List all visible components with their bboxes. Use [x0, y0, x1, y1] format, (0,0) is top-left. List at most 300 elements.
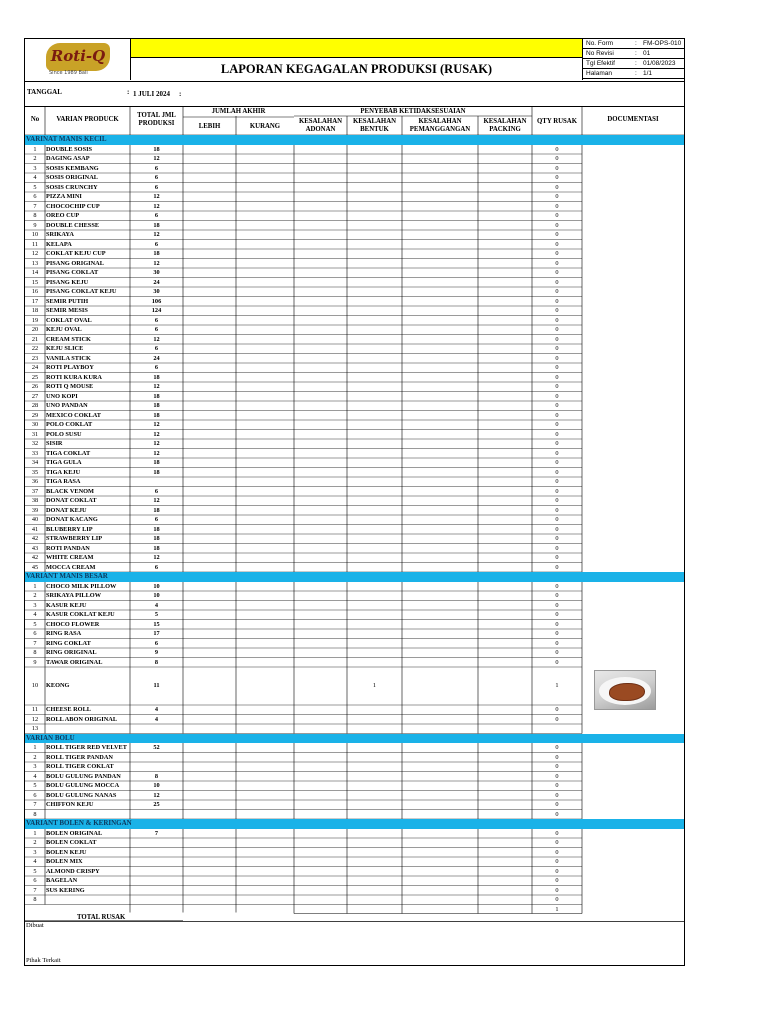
row-product-name: TAWAR ORIGINAL	[46, 658, 103, 666]
row-qty-rusak: 0	[555, 782, 559, 789]
row-number: 21	[31, 335, 39, 343]
row-total-produksi: 18	[153, 145, 160, 153]
row-product-name: SOSIS ORIGINAL	[46, 174, 98, 181]
row-product-name: STRAWBERRY LIP	[46, 535, 103, 542]
row-qty-rusak: 0	[555, 715, 559, 723]
row-kesalahan-bentuk: 1	[372, 682, 377, 690]
footer-dibuat: Dibuat	[26, 922, 44, 929]
row-total-produksi: 4	[154, 706, 159, 713]
row-qty-rusak: 0	[555, 877, 559, 884]
row-product-name: CREAM STICK	[46, 335, 91, 343]
row-number: 4	[33, 858, 37, 865]
row-qty-rusak: 0	[555, 269, 559, 276]
row-number: 6	[33, 791, 37, 799]
row-qty-rusak: 0	[555, 867, 559, 875]
row-number: 4	[33, 174, 37, 181]
row-total-produksi: 18	[153, 468, 160, 476]
tanggal-colon-trailing: :	[179, 90, 182, 98]
row-qty-rusak: 0	[555, 212, 559, 219]
row-number: 43	[31, 544, 39, 552]
row-total-produksi: 17	[153, 630, 160, 637]
row-qty-rusak: 0	[555, 563, 559, 571]
row-qty-rusak: 0	[555, 753, 559, 761]
row-number: 25	[31, 373, 39, 381]
row-qty-rusak: 0	[555, 449, 559, 457]
row-qty-rusak: 0	[555, 848, 559, 856]
row-number: 13	[31, 259, 39, 267]
row-product-name: MOCCA CREAM	[46, 563, 96, 571]
report-table	[25, 39, 686, 967]
row-number: 37	[31, 487, 39, 495]
row-number: 7	[33, 886, 37, 894]
row-qty-rusak: 0	[555, 554, 559, 561]
row-number: 15	[31, 278, 39, 286]
row-number: 2	[33, 155, 37, 162]
row-number: 6	[33, 193, 37, 200]
row-total-produksi: 12	[153, 259, 160, 267]
row-number: 45	[31, 563, 39, 571]
row-total-produksi: 6	[154, 316, 159, 324]
row-product-name: BLACK VENOM	[46, 487, 94, 495]
row-number: 8	[33, 212, 37, 219]
row-product-name: KASUR COKLAT KEJU	[46, 611, 115, 618]
row-product-name: CHEESE ROLL	[46, 706, 91, 713]
row-qty-rusak: 0	[555, 810, 559, 818]
row-number: 1	[33, 145, 37, 153]
row-total-produksi: 6	[154, 563, 159, 571]
row-number: 31	[31, 430, 39, 438]
row-qty-rusak: 0	[555, 601, 559, 609]
row-number: 40	[31, 516, 39, 523]
row-product-name: BOLEN KEJU	[46, 848, 87, 856]
row-number: 2	[33, 592, 37, 599]
section-header	[25, 819, 684, 829]
tanggal-colon: :	[127, 88, 130, 96]
row-qty-rusak: 0	[555, 383, 559, 390]
col-header-penyebab: PENYEBAB KETIDAKSESUAIAN	[360, 108, 466, 115]
row-number: 42	[31, 535, 39, 542]
row-qty-rusak: 0	[555, 649, 559, 656]
row-product-name: MEXICO COKLAT	[46, 411, 101, 419]
row-product-name: PIZZA MINI	[46, 193, 82, 200]
row-number: 9	[33, 221, 37, 229]
documentation-photo[interactable]	[594, 670, 656, 710]
row-product-name: BAGELAN	[46, 877, 78, 884]
form-info-colon: :	[635, 50, 637, 57]
row-number: 38	[31, 497, 39, 504]
row-product-name: DAGING ASAP	[46, 155, 90, 162]
row-number: 7	[33, 202, 37, 210]
row-qty-rusak: 0	[555, 582, 559, 590]
col-header-varian: VARIAN PRODUCK	[56, 116, 119, 123]
row-number: 14	[31, 269, 39, 276]
row-qty-rusak: 0	[555, 459, 559, 466]
row-product-name: UNO PANDAN	[46, 402, 88, 409]
row-number: 3	[33, 848, 37, 856]
row-product-name: PISANG COKLAT KEJU	[46, 288, 117, 295]
row-total-produksi: 6	[154, 639, 159, 647]
row-qty-rusak: 0	[555, 487, 559, 495]
row-number: 34	[31, 459, 39, 466]
form-info-colon: :	[635, 40, 637, 47]
logo-tagline: Since 1989 Bali	[49, 70, 88, 76]
total-rusak-label: TOTAL RUSAK	[77, 913, 126, 921]
row-product-name: DONAT KEJU	[46, 506, 87, 514]
row-total-produksi: 12	[153, 193, 160, 200]
row-total-produksi: 18	[153, 402, 160, 409]
row-product-name: COKLAT KEJU CUP	[46, 250, 106, 257]
row-number: 13	[31, 725, 39, 732]
row-qty-rusak: 0	[555, 307, 559, 314]
row-product-name: KEONG	[46, 682, 70, 690]
row-product-name: SEMIR PUTIH	[46, 297, 89, 305]
row-total-produksi: 12	[153, 202, 160, 210]
row-qty-rusak: 0	[555, 354, 559, 362]
row-total-produksi: 6	[154, 516, 159, 523]
row-product-name: BOLEN ORIGINAL	[46, 829, 103, 837]
row-qty-rusak: 0	[555, 421, 559, 428]
col-header-lebih: LEBIH	[198, 123, 221, 130]
row-qty-rusak: 0	[555, 497, 559, 504]
row-product-name: ROTI KURA KURA	[46, 373, 102, 381]
row-qty-rusak: 0	[555, 411, 559, 419]
form-info-value: 1/1	[643, 70, 653, 77]
row-product-name: TIGA GULA	[46, 459, 82, 466]
row-product-name: CHOCO MILK PILLOW	[46, 582, 117, 590]
report-sheet	[24, 38, 685, 966]
row-qty-rusak: 0	[555, 639, 559, 647]
row-number: 33	[31, 449, 39, 457]
row-number: 2	[33, 839, 37, 846]
row-product-name: RING RASA	[46, 630, 82, 637]
row-total-produksi: 106	[151, 297, 162, 305]
row-product-name: ROLL ABON ORIGINAL	[46, 715, 118, 723]
row-total-produksi: 124	[151, 307, 162, 314]
row-product-name: PISANG ORIGINAL	[46, 259, 104, 267]
row-number: 1	[33, 582, 37, 590]
col-header-kesalahan-packing: KESALAHAN PACKING	[483, 118, 527, 133]
row-number: 39	[31, 506, 39, 514]
row-qty-rusak: 0	[555, 297, 559, 305]
row-qty-rusak: 0	[555, 630, 559, 637]
row-product-name: PISANG COKLAT	[46, 269, 99, 276]
row-qty-rusak: 0	[555, 326, 559, 333]
row-product-name: BOLU GULUNG MOCCA	[46, 782, 120, 789]
col-header-jumlah-akhir: JUMLAH AKHIR	[211, 108, 266, 115]
row-number: 10	[31, 682, 39, 690]
row-qty-rusak: 1	[555, 682, 559, 690]
row-qty-rusak: 0	[555, 164, 559, 172]
row-qty-rusak: 0	[555, 535, 559, 542]
col-header-kesalahan-pemanggangan: KESALAHAN PEMANGGANGAN	[409, 118, 471, 133]
row-total-produksi: 6	[154, 487, 159, 495]
row-number: 12	[31, 250, 39, 257]
col-header-no: No	[30, 116, 40, 123]
row-total-produksi: 18	[153, 535, 160, 542]
footer-pihak-terkait: Pihak Terkait	[26, 957, 61, 964]
row-qty-rusak: 0	[555, 839, 559, 846]
row-qty-rusak: 0	[555, 763, 559, 770]
row-product-name: SOSIS CRUNCHY	[46, 183, 98, 191]
row-qty-rusak: 0	[555, 174, 559, 181]
row-total-produksi: 11	[153, 682, 160, 690]
row-number: 1	[33, 744, 37, 751]
row-product-name: DOUBLE SOSIS	[46, 145, 93, 153]
row-qty-rusak: 0	[555, 478, 559, 485]
row-product-name: RING COKLAT	[46, 639, 91, 647]
row-product-name: TIGA COKLAT	[46, 449, 91, 457]
row-total-produksi: 6	[154, 326, 159, 333]
row-total-produksi: 9	[154, 649, 159, 656]
row-number: 7	[33, 801, 37, 808]
row-number: 7	[33, 639, 37, 647]
form-info-label: No. Form	[586, 40, 614, 47]
row-qty-rusak: 0	[555, 155, 559, 162]
tanggal-label: TANGGAL	[27, 88, 62, 96]
col-header-total: TOTAL JML PRODUKSI	[137, 112, 176, 127]
row-total-produksi: 12	[153, 383, 160, 390]
row-product-name: BLUBERRY LIP	[46, 525, 93, 533]
row-product-name: ROLL TIGER PANDAN	[46, 753, 113, 761]
row-total-produksi: 8	[154, 772, 159, 780]
row-qty-rusak: 0	[555, 145, 559, 153]
col-header-documentasi: DOCUMENTASI	[607, 116, 659, 123]
row-number: 2	[33, 753, 37, 761]
row-qty-rusak: 0	[555, 744, 559, 751]
row-total-produksi: 12	[153, 430, 160, 438]
row-qty-rusak: 0	[555, 772, 559, 780]
row-product-name: CHIFFON KEJU	[46, 801, 94, 808]
row-product-name: TIGA RASA	[46, 478, 81, 485]
row-qty-rusak: 0	[555, 364, 559, 371]
col-header-kesalahan-adonan: KESALAHAN ADONAN	[298, 118, 343, 133]
row-total-produksi: 6	[154, 345, 159, 352]
form-info-colon: :	[635, 70, 637, 77]
row-number: 22	[31, 345, 39, 352]
row-total-produksi: 4	[154, 601, 159, 609]
row-number: 12	[31, 715, 39, 723]
row-product-name: DONAT KACANG	[46, 516, 98, 523]
col-header-qty-rusak: QTY RUSAK	[537, 118, 577, 125]
row-product-name: ALMOND CRISPY	[46, 867, 100, 875]
row-product-name: BOLU GULUNG NANAS	[46, 791, 117, 799]
row-qty-rusak: 0	[555, 592, 559, 599]
row-total-produksi: 12	[153, 155, 160, 162]
row-product-name: KASUR KEJU	[46, 601, 87, 609]
row-product-name: WHITE CREAM	[46, 554, 94, 561]
row-total-produksi: 30	[153, 269, 160, 276]
row-total-produksi: 6	[154, 174, 159, 181]
row-number: 6	[33, 877, 37, 884]
row-number: 11	[31, 240, 39, 248]
row-number: 6	[33, 630, 37, 637]
row-total-produksi: 18	[153, 506, 160, 514]
form-info-colon: :	[635, 60, 637, 67]
row-qty-rusak: 0	[555, 611, 559, 618]
row-number: 4	[33, 772, 37, 780]
row-qty-rusak: 0	[555, 544, 559, 552]
row-product-name: SRIKAYA	[46, 231, 74, 238]
form-info-value: FM-OPS-010	[643, 40, 682, 47]
row-product-name: ROLL TIGER COKLAT	[46, 763, 114, 770]
row-product-name: SISIR	[46, 440, 63, 447]
row-total-produksi: 18	[153, 459, 160, 466]
row-qty-rusak: 0	[555, 202, 559, 210]
row-qty-rusak: 0	[555, 250, 559, 257]
row-qty-rusak: 0	[555, 896, 559, 903]
row-total-produksi: 8	[154, 658, 159, 666]
row-product-name: ROLL TIGER RED VELVET	[46, 744, 127, 751]
row-qty-rusak: 0	[555, 278, 559, 286]
row-qty-rusak: 0	[555, 183, 559, 191]
row-total-produksi: 12	[153, 231, 160, 238]
row-qty-rusak: 0	[555, 886, 559, 894]
row-number: 5	[33, 183, 37, 191]
row-number: 35	[31, 468, 39, 476]
row-number: 5	[33, 782, 37, 789]
row-qty-rusak: 0	[555, 658, 559, 666]
section-title: VARIANT BOLEN & KERINGAN	[26, 819, 132, 827]
row-product-name: TIGA KEJU	[46, 468, 81, 476]
row-total-produksi: 6	[154, 164, 159, 172]
row-total-produksi: 6	[154, 183, 159, 191]
row-total-produksi: 18	[153, 373, 160, 381]
row-product-name: CHOCO FLOWER	[46, 620, 100, 628]
row-product-name: SEMIR MESIS	[46, 307, 88, 314]
row-number: 17	[31, 297, 39, 305]
row-product-name: KEJU OVAL	[46, 326, 82, 333]
row-number: 18	[31, 307, 39, 314]
row-product-name: DONAT COKLAT	[46, 497, 97, 504]
row-number: 42	[31, 554, 39, 561]
row-product-name: UNO KOPI	[46, 392, 78, 400]
row-total-produksi: 12	[153, 554, 160, 561]
row-total-produksi: 15	[153, 620, 160, 628]
row-total-produksi: 30	[153, 288, 160, 295]
row-total-produksi: 24	[153, 354, 160, 362]
row-number: 26	[31, 383, 39, 390]
roti-q-logo: Roti-Q	[46, 43, 110, 71]
row-product-name: ROTI PANDAN	[46, 544, 90, 552]
section-header	[25, 135, 684, 145]
row-product-name: SOSIS KEMBANG	[46, 164, 99, 172]
row-number: 36	[31, 478, 39, 485]
row-qty-rusak: 0	[555, 706, 559, 713]
row-qty-rusak: 0	[555, 858, 559, 865]
row-qty-rusak: 0	[555, 801, 559, 808]
row-number: 9	[33, 658, 37, 666]
row-number: 8	[33, 649, 37, 656]
row-number: 1	[33, 829, 37, 837]
row-qty-rusak: 0	[555, 829, 559, 837]
row-product-name: COKLAT OVAL	[46, 316, 92, 324]
row-qty-rusak: 0	[555, 392, 559, 400]
row-product-name: BOLEN COKLAT	[46, 839, 97, 846]
row-number: 3	[33, 601, 37, 609]
form-info-value: 01/08/2023	[643, 60, 676, 67]
row-number: 5	[33, 867, 37, 875]
row-total-produksi: 5	[154, 611, 159, 618]
form-info-value: 01	[643, 50, 651, 57]
form-info-label: No Revisi	[586, 50, 614, 57]
row-qty-rusak: 0	[555, 373, 559, 381]
row-product-name: BOLEN MIX	[46, 858, 83, 865]
row-total-produksi: 6	[154, 240, 159, 248]
row-number: 19	[31, 316, 39, 324]
row-qty-rusak: 0	[555, 288, 559, 295]
section-header	[25, 734, 684, 744]
row-total-produksi: 6	[154, 364, 159, 371]
row-total-produksi: 18	[153, 250, 160, 257]
row-product-name: POLO COKLAT	[46, 421, 93, 428]
section-title: VARINAT MANIS KECIL	[26, 135, 107, 143]
row-product-name: VANILA STICK	[46, 354, 91, 362]
row-total-produksi: 6	[154, 212, 159, 219]
row-product-name: ROTI PLAYBOY	[46, 364, 94, 371]
row-number: 3	[33, 763, 37, 770]
row-product-name: RING ORIGINAL	[46, 649, 97, 656]
row-total-produksi: 10	[153, 582, 160, 590]
row-total-produksi: 18	[153, 411, 160, 419]
row-qty-rusak: 0	[555, 440, 559, 447]
row-qty-rusak: 0	[555, 231, 559, 238]
section-title: VARIAN BOLU	[26, 733, 75, 742]
row-qty-rusak: 0	[555, 525, 559, 533]
row-product-name: KELAPA	[46, 240, 72, 248]
row-total-produksi: 52	[153, 744, 160, 751]
row-total-produksi: 10	[153, 592, 160, 599]
col-header-kesalahan-bentuk: KESALAHAN BENTUK	[352, 118, 397, 133]
row-number: 4	[33, 611, 37, 618]
section-title: VARIANT MANIS BESAR	[26, 572, 108, 580]
row-qty-rusak: 0	[555, 791, 559, 799]
row-qty-rusak: 0	[555, 468, 559, 476]
col-header-kurang: KURANG	[249, 123, 281, 130]
row-number: 28	[31, 402, 39, 409]
row-number: 30	[31, 421, 39, 428]
row-product-name: BOLU GULUNG PANDAN	[46, 772, 121, 780]
row-total-produksi: 4	[154, 715, 159, 723]
total-qty-rusak: 1	[555, 905, 559, 913]
row-product-name: CHOCOCHIP CUP	[46, 202, 100, 210]
section-header	[25, 572, 684, 582]
report-title: LAPORAN KEGAGALAN PRODUKSI (RUSAK)	[220, 62, 493, 76]
row-number: 8	[33, 896, 37, 903]
row-number: 16	[31, 288, 39, 295]
row-product-name: SUS KERING	[46, 886, 85, 894]
row-number: 10	[31, 231, 39, 238]
row-total-produksi: 24	[153, 278, 160, 286]
row-total-produksi: 12	[153, 791, 160, 799]
row-qty-rusak: 0	[555, 240, 559, 248]
form-info-label: Tgl Efektif	[586, 60, 615, 67]
row-qty-rusak: 0	[555, 345, 559, 352]
row-qty-rusak: 0	[555, 620, 559, 628]
row-total-produksi: 12	[153, 440, 160, 447]
row-number: 24	[31, 364, 39, 371]
row-total-produksi: 12	[153, 335, 160, 343]
row-number: 3	[33, 164, 37, 172]
row-number: 32	[31, 440, 39, 447]
row-total-produksi: 10	[153, 782, 160, 789]
row-product-name: SRIKAYA PILLOW	[46, 592, 102, 599]
row-total-produksi: 18	[153, 392, 160, 400]
form-info-label: Halaman	[586, 70, 613, 77]
row-total-produksi: 12	[153, 497, 160, 504]
row-product-name: KEJU SLICE	[46, 345, 84, 352]
row-number: 5	[33, 620, 37, 628]
row-qty-rusak: 0	[555, 193, 559, 200]
